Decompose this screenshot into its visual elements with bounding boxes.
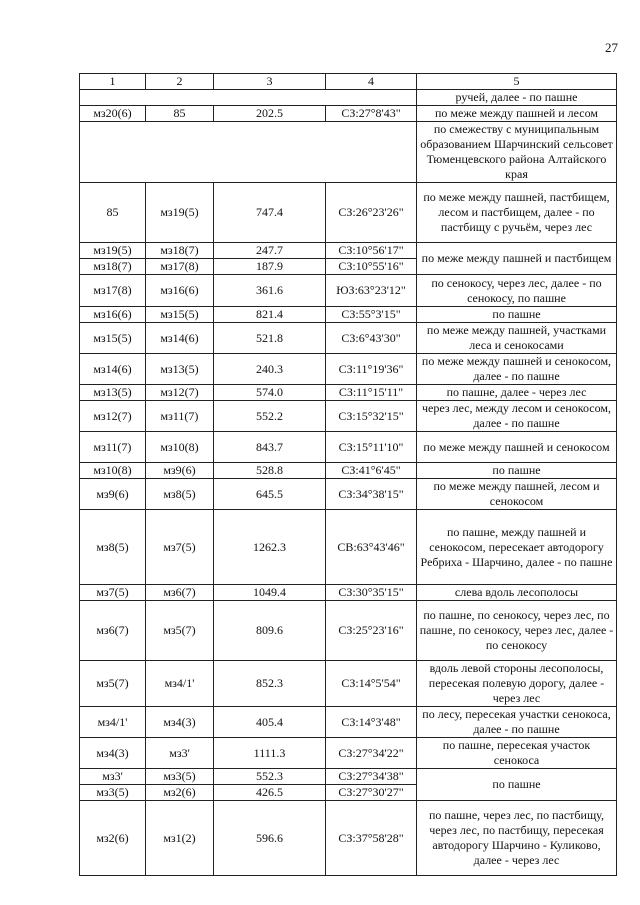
length-cell: 247.7 <box>214 243 326 259</box>
from-point-cell: мз7(5) <box>80 585 146 601</box>
length-cell: 809.6 <box>214 601 326 661</box>
to-point-cell: мз3(5) <box>146 769 214 785</box>
table-header-row <box>80 74 617 90</box>
bearing-cell: СЗ:26°23'26" <box>326 183 417 243</box>
bearing-cell: СЗ:55°3'15" <box>326 307 417 323</box>
description-cell: по меже между пашней, участками леса и сенокосами <box>417 323 617 354</box>
description-cell: по пашне, через лес, по пастбищу, через лес, по пастбищу, пересекая автодорогу Шарчино - Куликово, далее - через лес <box>417 801 617 876</box>
to-point-cell: мз5(7) <box>146 601 214 661</box>
description-cell: слева вдоль лесополосы <box>417 585 617 601</box>
column-header-2: 2 <box>146 74 214 90</box>
bearing-cell: СЗ:6°43'30" <box>326 323 417 354</box>
table-row <box>80 243 617 259</box>
boundary-table <box>79 73 617 876</box>
length-cell: 552.3 <box>214 769 326 785</box>
empty-cell <box>80 90 417 106</box>
from-point-cell: мз16(6) <box>80 307 146 323</box>
length-cell: 574.0 <box>214 385 326 401</box>
to-point-cell: мз11(7) <box>146 401 214 432</box>
bearing-cell: СЗ:37°58'28" <box>326 801 417 876</box>
description-cell: по пашне <box>417 463 617 479</box>
from-point-cell: мз19(5) <box>80 243 146 259</box>
bearing-cell: СЗ:15°11'10" <box>326 432 417 463</box>
to-point-cell: мз6(7) <box>146 585 214 601</box>
table-row <box>80 432 617 463</box>
from-point-cell: мз8(5) <box>80 510 146 585</box>
description-cell: по пашне, между пашней и сенокосом, пересекает автодорогу Ребриха - Шарчино, далее - по пашне <box>417 510 617 585</box>
description-cell: по сенокосу, через лес, далее - по сенокосу, по пашне <box>417 275 617 307</box>
bearing-cell: СЗ:27°8'43" <box>326 106 417 122</box>
description-cell: через лес, между лесом и сенокосом, далее - по пашне <box>417 401 617 432</box>
length-cell: 405.4 <box>214 707 326 738</box>
length-cell: 552.2 <box>214 401 326 432</box>
table-row <box>80 769 617 785</box>
description-cell: по смежеству с муниципальным образованием Шарчинский сельсовет Тюменцевского района Алтайского края <box>417 122 617 183</box>
length-cell: 852.3 <box>214 661 326 707</box>
table-row <box>80 707 617 738</box>
from-point-cell: мз3(5) <box>80 785 146 801</box>
from-point-cell: мз6(7) <box>80 601 146 661</box>
to-point-cell: мз12(7) <box>146 385 214 401</box>
to-point-cell: мз19(5) <box>146 183 214 243</box>
description-cell: по пашне <box>417 307 617 323</box>
length-cell: 747.4 <box>214 183 326 243</box>
from-point-cell: мз9(6) <box>80 479 146 510</box>
to-point-cell: мз2(6) <box>146 785 214 801</box>
table-row <box>80 354 617 385</box>
to-point-cell: мз18(7) <box>146 243 214 259</box>
table-row <box>80 307 617 323</box>
to-point-cell: 85 <box>146 106 214 122</box>
table-row <box>80 90 617 106</box>
from-point-cell: мз17(8) <box>80 275 146 307</box>
table-row <box>80 601 617 661</box>
description-cell: ручей, далее - по пашне <box>417 90 617 106</box>
table-row <box>80 738 617 769</box>
page-number: 27 <box>605 40 618 55</box>
table-row <box>80 801 617 876</box>
to-point-cell: мз7(5) <box>146 510 214 585</box>
bearing-cell: СЗ:27°34'22" <box>326 738 417 769</box>
empty-cell <box>80 122 417 183</box>
length-cell: 645.5 <box>214 479 326 510</box>
to-point-cell: мз10(8) <box>146 432 214 463</box>
to-point-cell: мз3' <box>146 738 214 769</box>
from-point-cell: мз12(7) <box>80 401 146 432</box>
from-point-cell: мз14(6) <box>80 354 146 385</box>
description-cell: по меже между пашней и сенокосом <box>417 432 617 463</box>
description-cell: по меже между пашней, пастбищем, лесом и пастбищем, далее - по пастбищу с ручьём, через лес <box>417 183 617 243</box>
description-cell: по пашне <box>417 769 617 801</box>
from-point-cell: мз18(7) <box>80 259 146 275</box>
length-cell: 426.5 <box>214 785 326 801</box>
length-cell: 521.8 <box>214 323 326 354</box>
to-point-cell: мз4/1' <box>146 661 214 707</box>
to-point-cell: мз14(6) <box>146 323 214 354</box>
table-row <box>80 463 617 479</box>
to-point-cell: мз17(8) <box>146 259 214 275</box>
to-point-cell: мз9(6) <box>146 463 214 479</box>
table-row <box>80 183 617 243</box>
length-cell: 596.6 <box>214 801 326 876</box>
table-row <box>80 385 617 401</box>
bearing-cell: СЗ:14°5'54" <box>326 661 417 707</box>
to-point-cell: мз15(5) <box>146 307 214 323</box>
from-point-cell: мз4/1' <box>80 707 146 738</box>
length-cell: 240.3 <box>214 354 326 385</box>
description-cell: по пашне, далее - через лес <box>417 385 617 401</box>
length-cell: 1111.3 <box>214 738 326 769</box>
description-cell: по пашне, по сенокосу, через лес, по пашне, по сенокосу, через лес, далее - по сенокосу <box>417 601 617 661</box>
from-point-cell: мз2(6) <box>80 801 146 876</box>
column-header-4: 4 <box>326 74 417 90</box>
bearing-cell: СЗ:41°6'45" <box>326 463 417 479</box>
table-row <box>80 323 617 354</box>
from-point-cell: мз10(8) <box>80 463 146 479</box>
bearing-cell: СЗ:27°34'38" <box>326 769 417 785</box>
description-cell: по лесу, пересекая участки сенокоса, далее - по пашне <box>417 707 617 738</box>
bearing-cell: СЗ:15°32'15" <box>326 401 417 432</box>
length-cell: 361.6 <box>214 275 326 307</box>
bearing-cell: СЗ:34°38'15" <box>326 479 417 510</box>
from-point-cell: мз5(7) <box>80 661 146 707</box>
length-cell: 1049.4 <box>214 585 326 601</box>
from-point-cell: мз11(7) <box>80 432 146 463</box>
to-point-cell: мз4(3) <box>146 707 214 738</box>
bearing-cell: СЗ:30°35'15" <box>326 585 417 601</box>
length-cell: 843.7 <box>214 432 326 463</box>
description-cell: по меже между пашней, лесом и сенокосом <box>417 479 617 510</box>
from-point-cell: 85 <box>80 183 146 243</box>
column-header-3: 3 <box>214 74 326 90</box>
bearing-cell: СЗ:11°19'36" <box>326 354 417 385</box>
description-cell: по пашне, пересекая участок сенокоса <box>417 738 617 769</box>
table-row <box>80 661 617 707</box>
description-cell: по меже между пашней и пастбищем <box>417 243 617 275</box>
to-point-cell: мз13(5) <box>146 354 214 385</box>
table-row <box>80 106 617 122</box>
description-cell: вдоль левой стороны лесополосы, пересекая полевую дорогу, далее - через лес <box>417 661 617 707</box>
bearing-cell: СЗ:10°56'17" <box>326 243 417 259</box>
from-point-cell: мз20(6) <box>80 106 146 122</box>
table-row <box>80 585 617 601</box>
length-cell: 202.5 <box>214 106 326 122</box>
bearing-cell: СЗ:25°23'16" <box>326 601 417 661</box>
bearing-cell: ЮЗ:63°23'12" <box>326 275 417 307</box>
table-row <box>80 122 617 183</box>
bearing-cell: СЗ:10°55'16" <box>326 259 417 275</box>
bearing-cell: СЗ:27°30'27" <box>326 785 417 801</box>
to-point-cell: мз8(5) <box>146 479 214 510</box>
bearing-cell: СВ:63°43'46" <box>326 510 417 585</box>
length-cell: 821.4 <box>214 307 326 323</box>
to-point-cell: мз16(6) <box>146 275 214 307</box>
from-point-cell: мз13(5) <box>80 385 146 401</box>
description-cell: по меже между пашней и лесом <box>417 106 617 122</box>
from-point-cell: мз3' <box>80 769 146 785</box>
table-row <box>80 510 617 585</box>
to-point-cell: мз1(2) <box>146 801 214 876</box>
description-cell: по меже между пашней и сенокосом, далее - по пашне <box>417 354 617 385</box>
bearing-cell: СЗ:14°3'48" <box>326 707 417 738</box>
table-row <box>80 401 617 432</box>
column-header-1: 1 <box>80 74 146 90</box>
length-cell: 528.8 <box>214 463 326 479</box>
from-point-cell: мз4(3) <box>80 738 146 769</box>
table-row <box>80 275 617 307</box>
table-row <box>80 479 617 510</box>
length-cell: 187.9 <box>214 259 326 275</box>
length-cell: 1262.3 <box>214 510 326 585</box>
from-point-cell: мз15(5) <box>80 323 146 354</box>
bearing-cell: СЗ:11°15'11" <box>326 385 417 401</box>
column-header-5: 5 <box>417 74 617 90</box>
